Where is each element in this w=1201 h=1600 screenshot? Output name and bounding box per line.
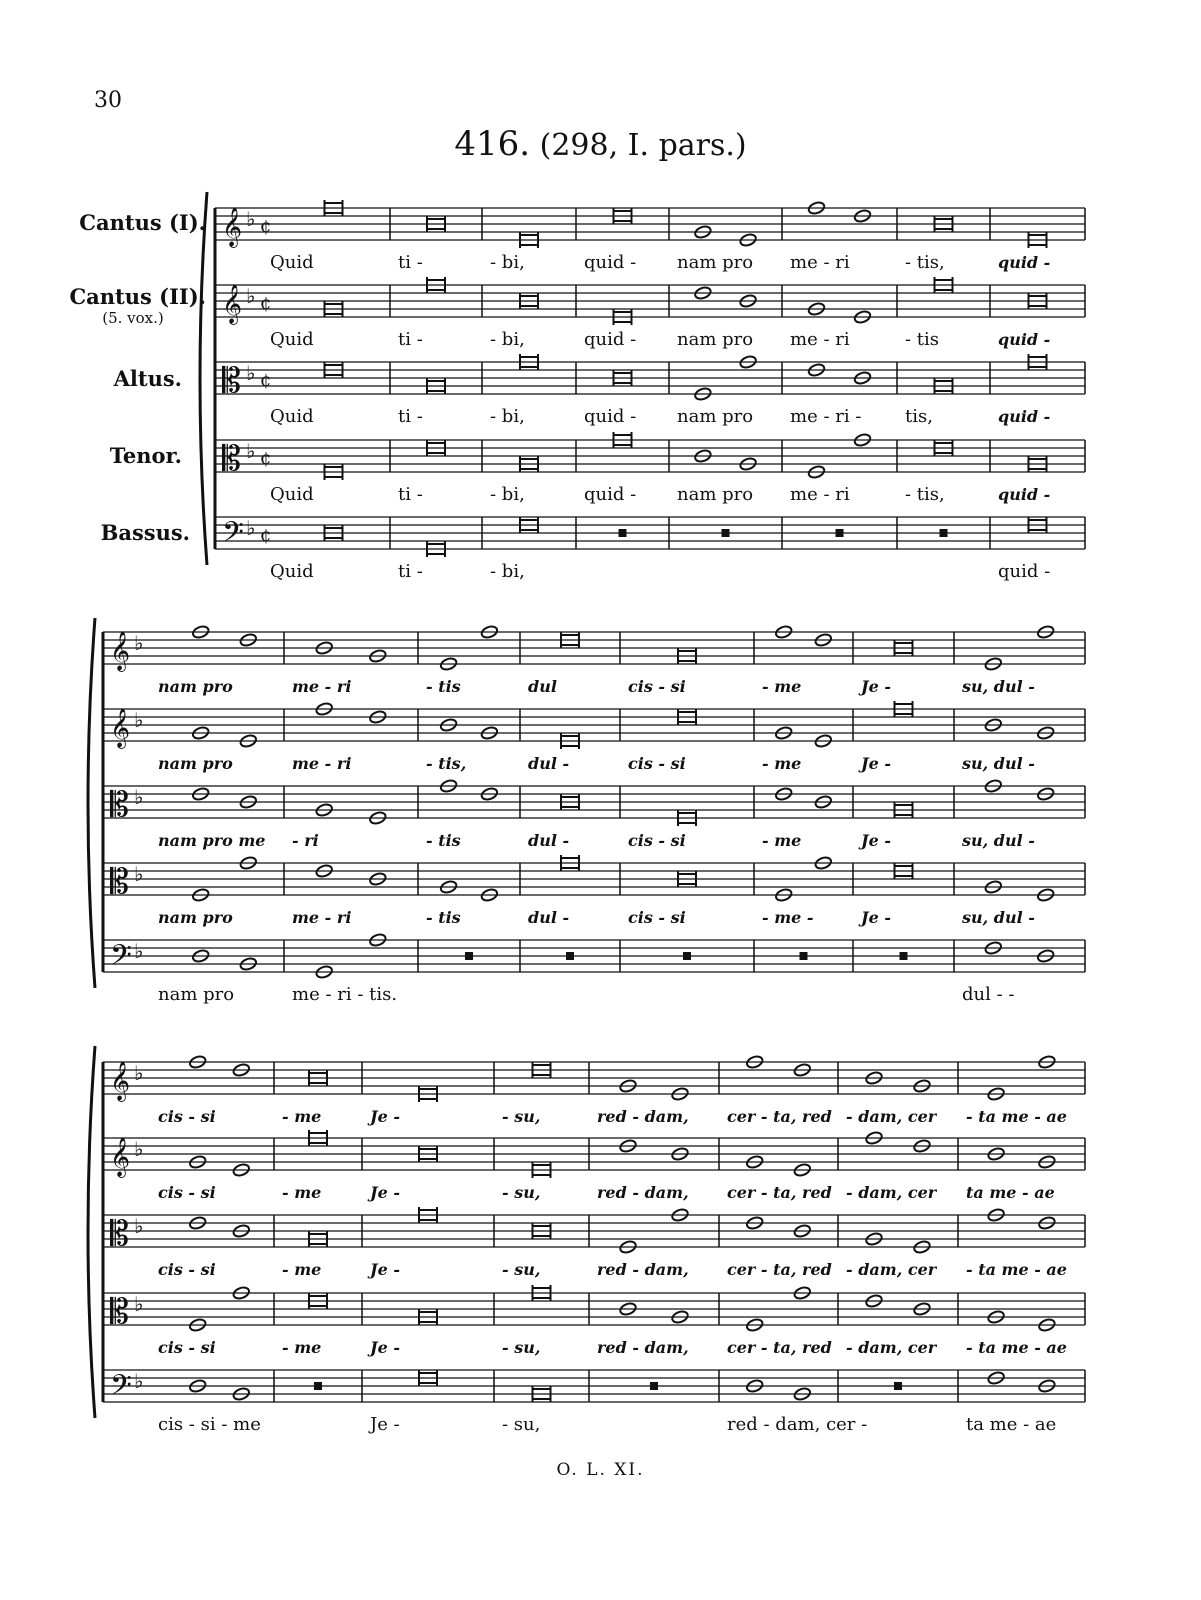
lyric-syllable: ti -	[398, 406, 423, 427]
note	[940, 529, 948, 537]
lyric-syllable: quid -	[584, 406, 637, 427]
lyric-syllable: quid -	[998, 253, 1051, 272]
staff-bassus	[103, 1369, 1085, 1409]
lyric-syllable: Quid	[270, 329, 314, 350]
note	[807, 302, 871, 325]
note	[188, 1379, 250, 1402]
lyric-syllable: Je -	[370, 1414, 400, 1435]
lyric-syllable: cis - si	[628, 908, 686, 927]
note	[900, 952, 908, 960]
note	[191, 949, 257, 972]
staff-tenor	[215, 432, 1085, 480]
alto-clef-icon: 𝄡	[110, 1292, 129, 1332]
lyric-syllable: Je -	[861, 754, 891, 773]
note	[774, 625, 832, 648]
cut-time-icon: ¢	[260, 293, 272, 314]
cut-time-icon: ¢	[260, 370, 272, 391]
note	[984, 718, 1055, 741]
alto-clef-icon: 𝄡	[222, 361, 241, 401]
lyric-syllable: Je -	[370, 1183, 400, 1202]
lyric-syllable: tis,	[905, 406, 933, 427]
piece-number: 416.	[454, 124, 531, 164]
lyric-syllable: quid -	[998, 330, 1051, 349]
lyric-syllable: nam pro	[677, 406, 754, 427]
lyric-syllable: - tis	[905, 329, 940, 350]
lyric-syllable: Je -	[861, 677, 891, 696]
staff-cantus1	[103, 625, 1085, 672]
lyric-syllable: cis - si	[158, 1183, 216, 1202]
lyric-syllable: ti -	[398, 561, 423, 582]
flat-icon: ♭	[134, 1214, 144, 1238]
lyric-syllable: - me	[282, 1183, 322, 1202]
note	[188, 1055, 250, 1078]
note	[188, 1216, 250, 1239]
note	[987, 1147, 1056, 1170]
piece-subtitle: (298, I. pars.)	[539, 128, 747, 163]
lyric-syllable: - tis,	[905, 252, 945, 273]
lyric-syllable: - dam, cer	[846, 1338, 937, 1357]
staff-cantus2	[103, 1130, 1085, 1178]
flat-icon: ♭	[134, 1137, 144, 1161]
lyric-syllable: red - dam,	[597, 1338, 689, 1357]
lyric-syllable: cis - si	[628, 754, 686, 773]
alto-clef-icon: 𝄡	[222, 439, 241, 479]
voice-label-tenor: Tenor.	[109, 443, 182, 468]
lyric-syllable: cis - si	[158, 1107, 216, 1126]
note	[566, 952, 574, 960]
note	[694, 286, 758, 309]
lyric-syllable: - dam, cer	[846, 1107, 937, 1126]
lyric-syllable: - bi,	[490, 406, 525, 427]
system-bracket	[200, 192, 207, 565]
flat-icon: ♭	[134, 1061, 144, 1085]
lyric-syllable: Quid	[270, 406, 314, 427]
note	[315, 803, 387, 826]
note	[745, 1055, 811, 1078]
lyric-syllable: Quid	[270, 252, 314, 273]
lyric-syllable: me - ri -	[790, 406, 862, 427]
lyric-syllable: su, dul -	[962, 831, 1035, 850]
treble-clef-icon: 𝄞	[110, 708, 131, 748]
note	[694, 225, 758, 248]
note	[314, 1382, 322, 1390]
lyric-syllable: me - ri	[790, 329, 850, 350]
lyric-syllable: cis - si	[158, 1338, 216, 1357]
system-3	[88, 1046, 1085, 1418]
cut-time-icon: ¢	[260, 216, 272, 237]
lyric-syllable: nam pro	[677, 484, 754, 505]
lyric-syllable: - ta me - ae	[966, 1260, 1067, 1279]
note	[191, 787, 257, 810]
staff-altus	[215, 354, 1085, 401]
lyric-syllable: cer - ta, red	[727, 1183, 832, 1202]
lyric-syllable: quid -	[584, 252, 637, 273]
lyric-syllable: nam pro me	[158, 831, 266, 850]
staff-cantus1	[215, 200, 1085, 248]
flat-icon: ♭	[134, 1292, 144, 1316]
note	[439, 880, 498, 903]
lyric-syllable: su, dul -	[962, 754, 1035, 773]
lyric-syllable: ta me - ae	[966, 1183, 1055, 1202]
lyric-syllable: - ri	[292, 831, 319, 850]
treble-clef-icon: 𝄞	[222, 284, 243, 324]
lyric-syllable: quid -	[998, 485, 1051, 504]
lyric-syllable: - bi,	[490, 329, 525, 350]
bass-clef-icon: 𝄢	[110, 939, 132, 979]
staff-cantus2	[215, 277, 1085, 325]
lyric-syllable: su, dul -	[962, 908, 1035, 927]
note	[865, 1232, 931, 1255]
note	[315, 864, 387, 887]
lyric-syllable: cis - si	[158, 1260, 216, 1279]
lyric-syllable: Je -	[861, 831, 891, 850]
lyric-syllable: Quid	[270, 484, 314, 505]
lyric-syllable: Je -	[370, 1260, 400, 1279]
lyric-syllable: cis - si	[628, 677, 686, 696]
lyric-syllable: red - dam,	[597, 1183, 689, 1202]
note	[465, 952, 473, 960]
flat-icon: ♭	[246, 284, 256, 308]
lyric-syllable: - bi,	[490, 561, 525, 582]
lyric-syllable: ti -	[398, 252, 423, 273]
lyric-syllable: - dam, cer	[846, 1183, 937, 1202]
staff-bassus	[103, 933, 1085, 980]
note	[984, 779, 1055, 802]
lyric-syllable: - su,	[502, 1414, 541, 1435]
lyric-syllable: red - dam,	[597, 1260, 689, 1279]
lyric-syllable: - me	[282, 1338, 322, 1357]
note	[987, 1310, 1056, 1333]
note	[745, 1379, 811, 1402]
flat-icon: ♭	[246, 207, 256, 231]
voice-label-altus: Altus.	[113, 366, 182, 391]
voice-label-cantus1: Cantus (I).	[79, 210, 206, 235]
lyric-syllable: - tis	[426, 677, 461, 696]
staff-altus	[103, 1207, 1085, 1254]
staff-bassus	[215, 516, 1085, 557]
note	[191, 625, 257, 648]
lyric-syllable: quid -	[584, 484, 637, 505]
page-number: 30	[94, 88, 122, 113]
lyric-syllable: - tis	[426, 831, 461, 850]
note	[984, 880, 1055, 903]
note	[694, 449, 758, 472]
flat-icon: ♭	[246, 439, 256, 463]
lyric-syllable: ti -	[398, 484, 423, 505]
lyric-syllable: me - ri	[790, 252, 850, 273]
note	[619, 529, 627, 537]
lyric-syllable: - me	[762, 677, 802, 696]
note	[439, 779, 498, 802]
lyric-syllable: quid -	[998, 561, 1051, 582]
flat-icon: ♭	[246, 516, 256, 540]
lyric-syllable: nam pro	[677, 329, 754, 350]
lyric-syllable: su, dul -	[962, 677, 1035, 696]
note	[315, 641, 387, 664]
lyric-syllable: - me	[762, 754, 802, 773]
note	[619, 1079, 689, 1102]
note	[865, 1071, 931, 1094]
bass-clef-icon: 𝄢	[222, 516, 244, 556]
note	[987, 1208, 1056, 1231]
note	[683, 952, 691, 960]
lyric-syllable: cis - si	[628, 831, 686, 850]
lyric-syllable: Je -	[370, 1338, 400, 1357]
lyric-syllable: - su,	[502, 1260, 541, 1279]
lyric-syllable: dul - -	[962, 984, 1015, 1005]
note	[987, 1371, 1056, 1394]
note	[191, 726, 257, 749]
lyric-syllable: dul -	[528, 908, 570, 927]
lyric-syllable: quid -	[584, 329, 637, 350]
flat-icon: ♭	[134, 785, 144, 809]
lyric-syllable: me - ri - tis.	[292, 984, 398, 1005]
lyric-syllable: nam pro	[158, 677, 233, 696]
flat-icon: ♭	[134, 939, 144, 963]
lyric-syllable: - ta me - ae	[966, 1107, 1067, 1126]
lyric-syllable: - tis,	[905, 484, 945, 505]
lyric-syllable: Je -	[370, 1107, 400, 1126]
lyric-syllable: - ta me - ae	[966, 1338, 1067, 1357]
lyric-syllable: - bi,	[490, 484, 525, 505]
alto-clef-icon: 𝄡	[110, 862, 129, 902]
lyric-syllable: Quid	[270, 561, 314, 582]
lyric-syllable: nam pro	[158, 754, 233, 773]
lyric-syllable: cer - ta, red	[727, 1107, 832, 1126]
alto-clef-icon: 𝄡	[110, 1214, 129, 1254]
note	[745, 1155, 811, 1178]
lyric-syllable: - su,	[502, 1338, 541, 1357]
cut-time-icon: ¢	[260, 448, 272, 469]
voice-label-bassus: Bassus.	[100, 520, 190, 545]
lyric-syllable: me - ri	[790, 484, 850, 505]
note	[619, 1302, 689, 1325]
system-2	[88, 618, 1085, 988]
lyric-syllable: - me	[762, 831, 802, 850]
note	[894, 1382, 902, 1390]
lyric-syllable: ta me - ae	[966, 1414, 1057, 1435]
lyric-syllable: - bi,	[490, 252, 525, 273]
staff-tenor	[103, 1285, 1085, 1332]
note	[722, 529, 730, 537]
lyric-syllable: dul	[528, 677, 557, 696]
lyric-syllable: quid -	[998, 407, 1051, 426]
note	[836, 529, 844, 537]
lyric-syllable: - me -	[762, 908, 814, 927]
lyric-syllable: - tis,	[426, 754, 467, 773]
lyric-syllable: nam pro	[158, 984, 235, 1005]
lyric-syllable: - su,	[502, 1107, 541, 1126]
lyric-syllable: me - ri	[292, 677, 352, 696]
note	[745, 1216, 811, 1239]
lyric-syllable: red - dam, cer -	[727, 1414, 868, 1435]
note	[619, 1139, 689, 1162]
staff-cantus2	[103, 701, 1085, 749]
note	[865, 1131, 931, 1154]
lyric-syllable: red - dam,	[597, 1107, 689, 1126]
lyric-syllable: Je -	[861, 908, 891, 927]
note	[774, 726, 832, 749]
note	[800, 952, 808, 960]
lyric-syllable: nam pro	[677, 252, 754, 273]
flat-icon: ♭	[134, 708, 144, 732]
staff-altus	[103, 779, 1085, 826]
flat-icon: ♭	[134, 631, 144, 655]
lyric-syllable: me - ri	[292, 908, 352, 927]
cut-time-icon: ¢	[260, 525, 272, 546]
lyric-syllable: ti -	[398, 329, 423, 350]
voice-label-cantus2: Cantus (II). (5. vox.)	[60, 284, 206, 327]
flat-icon: ♭	[134, 1369, 144, 1393]
lyric-syllable: cis - si - me	[158, 1414, 261, 1435]
treble-clef-icon: 𝄞	[110, 1061, 131, 1101]
lyric-syllable: - me	[282, 1107, 322, 1126]
lyric-syllable: - me	[282, 1260, 322, 1279]
lyric-syllable: - su,	[502, 1183, 541, 1202]
lyric-syllable: cer - ta, red	[727, 1338, 832, 1357]
note	[439, 718, 498, 741]
flat-icon: ♭	[246, 361, 256, 385]
lyric-syllable: nam pro	[158, 908, 233, 927]
system-bracket	[88, 1046, 95, 1418]
alto-clef-icon: 𝄡	[110, 785, 129, 825]
treble-clef-icon: 𝄞	[110, 631, 131, 671]
note	[188, 1155, 250, 1178]
lyric-syllable: cer - ta, red	[727, 1260, 832, 1279]
staff-tenor	[103, 855, 1085, 902]
note	[807, 363, 871, 386]
note	[315, 702, 387, 725]
flat-icon: ♭	[134, 862, 144, 886]
staff-cantus1	[103, 1055, 1085, 1102]
lyric-syllable: dul -	[528, 831, 570, 850]
note	[865, 1294, 931, 1317]
voice-sublabel: (5. vox.)	[102, 309, 164, 327]
lyric-syllable: - tis	[426, 908, 461, 927]
bass-clef-icon: 𝄢	[110, 1369, 132, 1409]
lyric-syllable: - dam, cer	[846, 1260, 937, 1279]
note	[774, 787, 832, 810]
treble-clef-icon: 𝄞	[110, 1137, 131, 1177]
note	[984, 941, 1055, 964]
lyric-syllable: dul -	[528, 754, 570, 773]
system-1	[200, 192, 1085, 565]
note	[650, 1382, 658, 1390]
note	[807, 201, 871, 224]
lyric-syllable: me - ri	[292, 754, 352, 773]
system-bracket	[88, 618, 95, 988]
treble-clef-icon: 𝄞	[222, 207, 243, 247]
footer-signature: O. L. XI.	[556, 1460, 645, 1480]
